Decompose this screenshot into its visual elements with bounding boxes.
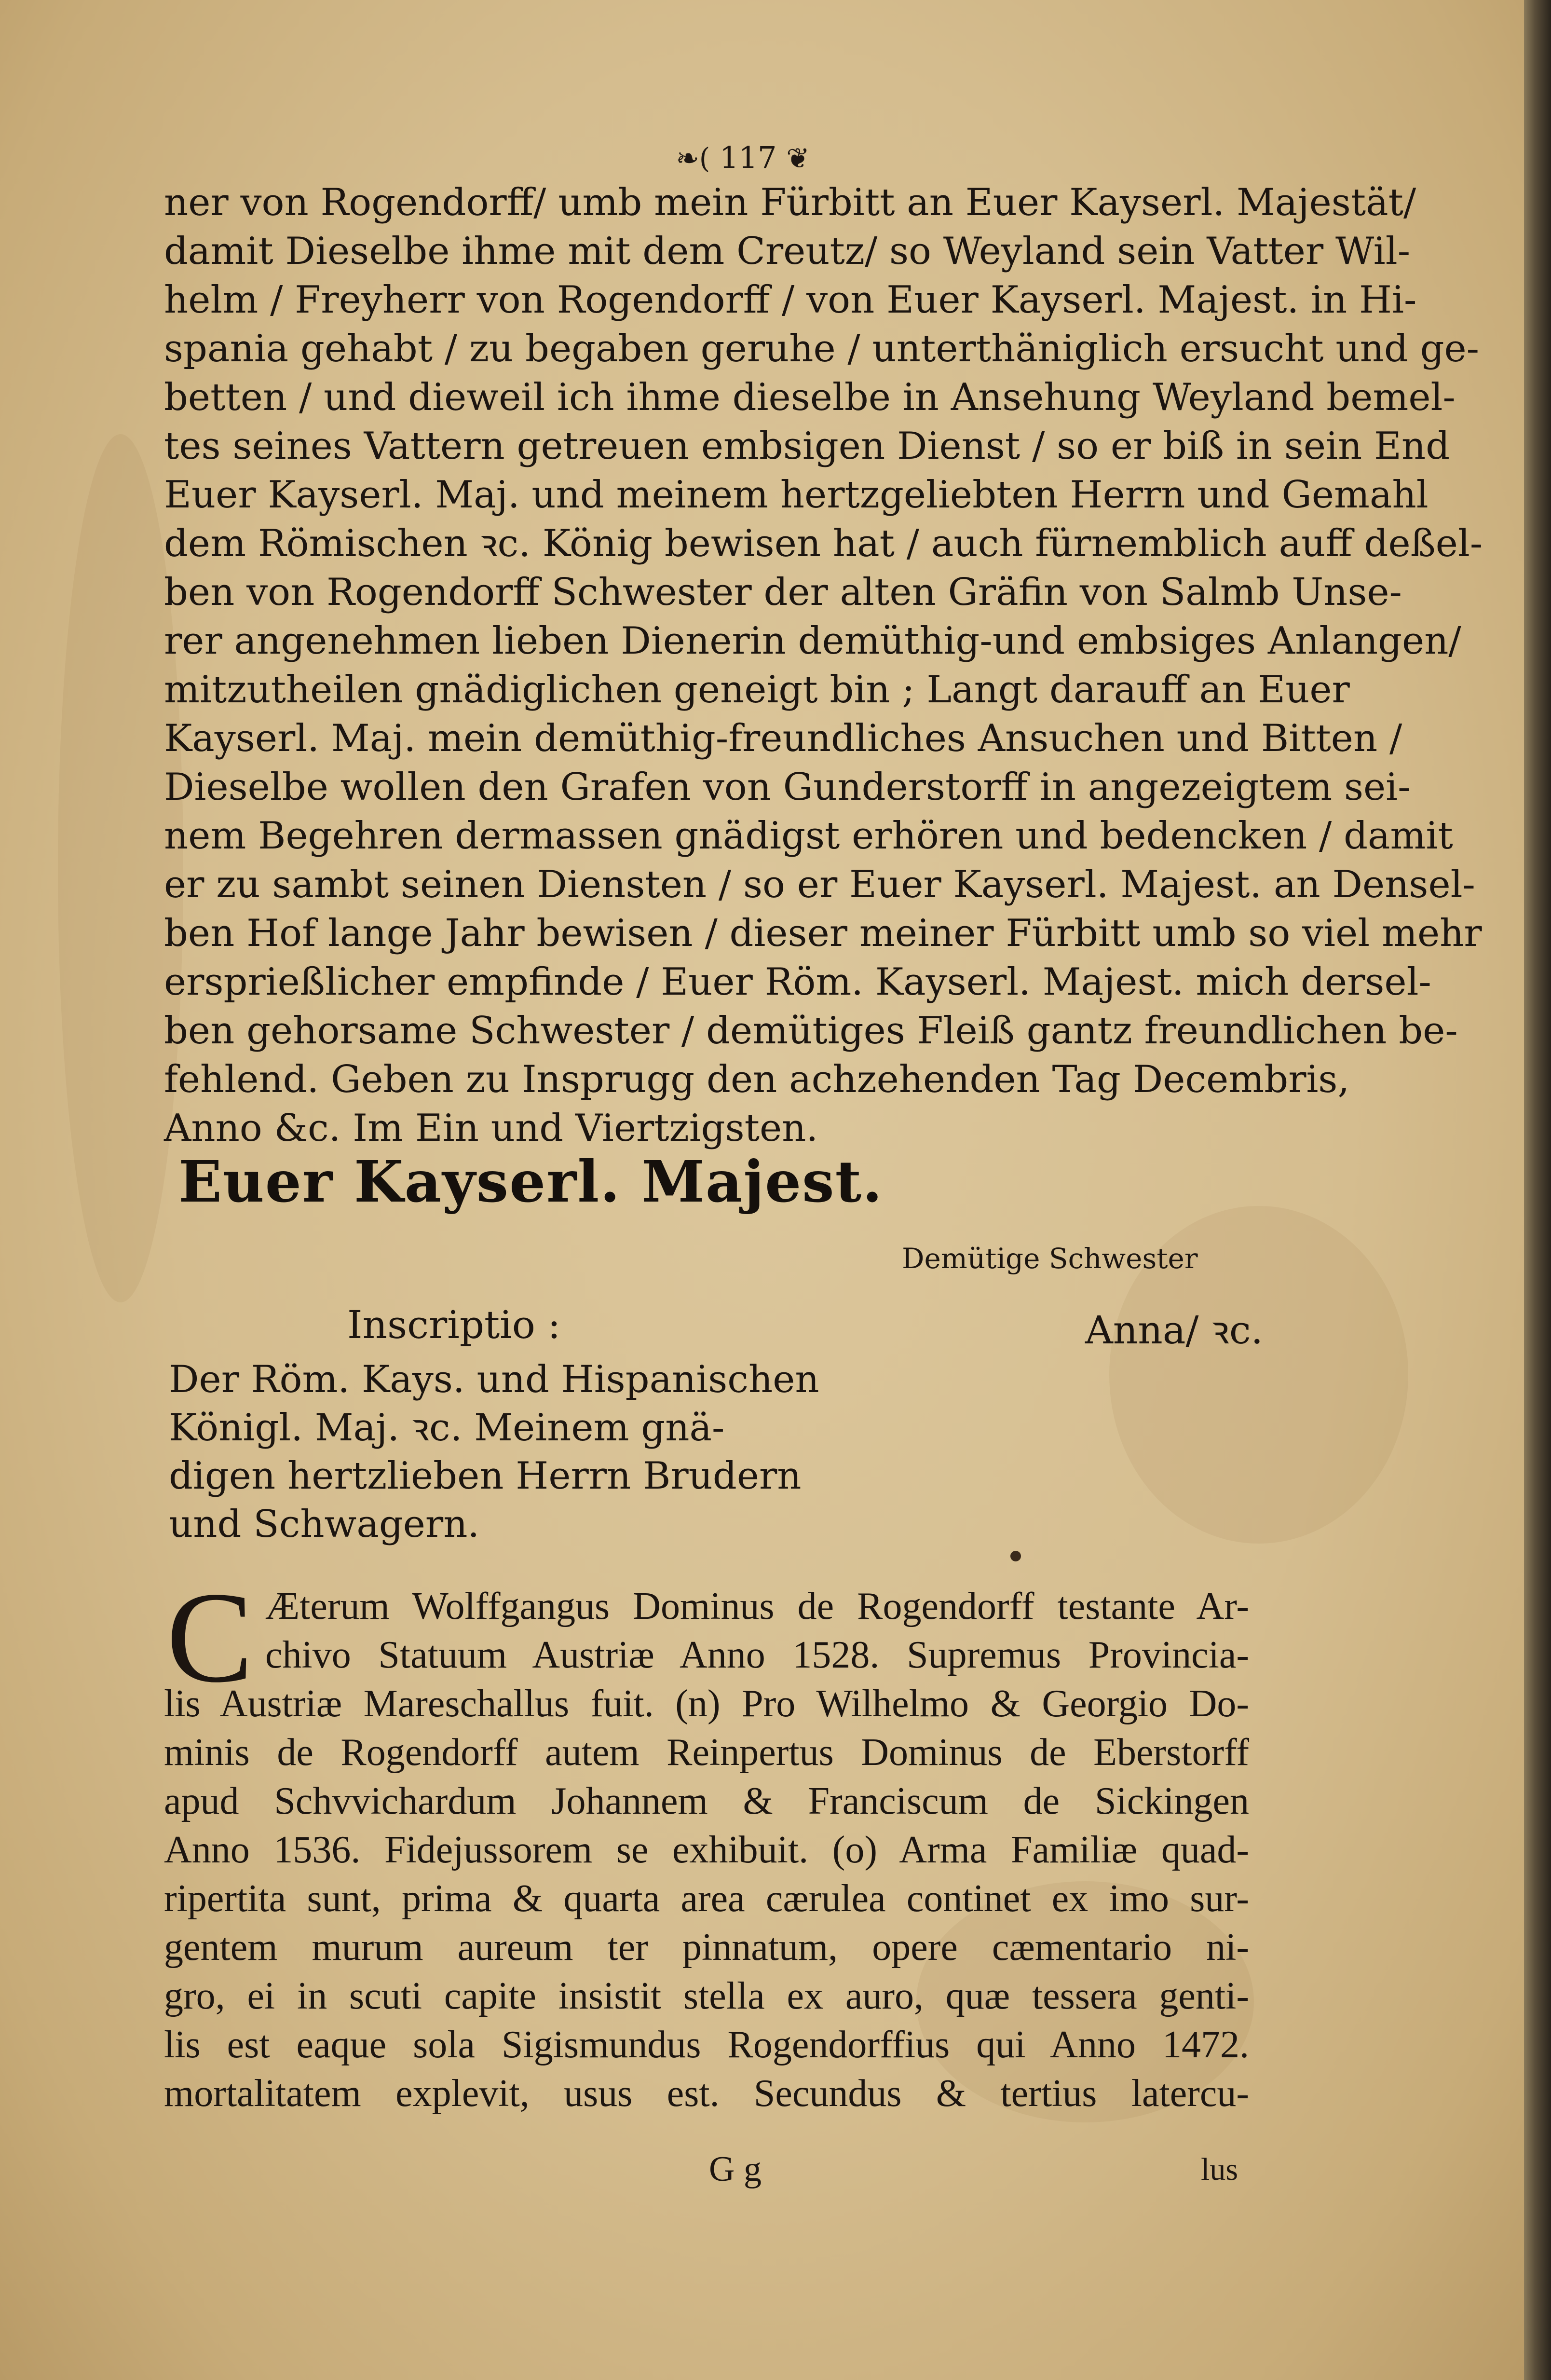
text-line: ben gehorsame Schwester / demütiges Fleiß gantz freundlichen be- bbox=[164, 1009, 1458, 1053]
page-number: 117 bbox=[720, 140, 777, 175]
letter-text bbox=[164, 178, 1483, 1153]
signature-title: Demütige Schwester bbox=[902, 1242, 1198, 1275]
latin-line: gentem murum aureum ter pinnatum, opere cæmentario ni- bbox=[164, 1926, 1249, 1969]
signature-mark: G g bbox=[709, 2149, 762, 2189]
latin-line: chivo Statuum Austriæ Anno 1528. Supremus Provincia- bbox=[265, 1634, 1249, 1676]
latin-line: lis est eaque sola Sigismundus Rogendorffius qui Anno 1472. bbox=[164, 2024, 1249, 2066]
closing-salutation: Euer Kayserl. Majest. bbox=[178, 1148, 884, 1215]
text-line: er zu sambt seinen Diensten / so er Euer Kayserl. Majest. an Densel- bbox=[164, 863, 1475, 906]
text-line: ben von Rogendorff Schwester der alten Gräfin von Salmb Unse- bbox=[164, 571, 1402, 614]
text-line: dem Römischen ꝛc. König bewisen hat / auch fürnemblich auff deßel- bbox=[164, 522, 1483, 565]
latin-paragraph bbox=[164, 1565, 1249, 2118]
inscription-line: Der Röm. Kays. und Hispanischen bbox=[169, 1358, 819, 1401]
page-header bbox=[608, 140, 878, 175]
latin-line: gro, ei in scuti capite insistit stella ex auro, quæ tessera genti- bbox=[164, 1975, 1249, 2017]
text-line: spania gehabt / zu begaben geruhe / unterthäniglich ersucht und ge- bbox=[164, 327, 1480, 370]
inscription-line: Königl. Maj. ꝛc. Meinem gnä- bbox=[169, 1406, 725, 1450]
text-line: Euer Kayserl. Maj. und meinem hertzgeliebten Herrn und Gemahl bbox=[164, 473, 1429, 517]
page-edge-shadow bbox=[1524, 0, 1551, 2380]
inscription-line: digen hertzlieben Herrn Brudern bbox=[169, 1454, 802, 1498]
latin-line: lis Austriæ Mareschallus fuit. (n) Pro Wilhelmo & Georgio Do- bbox=[164, 1682, 1249, 1725]
text-line: fehlend. Geben zu Insprugg den achzehenden Tag Decembris, bbox=[164, 1058, 1350, 1101]
text-line: Dieselbe wollen den Grafen von Gunderstorff in angezeigtem sei- bbox=[164, 766, 1411, 809]
latin-line: mortalitatem explevit, usus est. Secundus & tertius latercu- bbox=[164, 2072, 1249, 2115]
text-line: Kayserl. Maj. mein demüthig-freundliches Ansuchen und Bitten / bbox=[164, 717, 1402, 760]
catchword: lus bbox=[1201, 2152, 1238, 2187]
latin-line: Anno 1536. Fidejussorem se exhibuit. (o) Arma Familiæ quad- bbox=[164, 1829, 1249, 1871]
text-line: nem Begehren dermassen gnädigst erhören und bedencken / damit bbox=[164, 814, 1453, 858]
signature-name: Anna/ ꝛc. bbox=[1085, 1308, 1264, 1353]
header-left-ornament: ❧( bbox=[676, 142, 710, 175]
inscription-line: und Schwagern. bbox=[169, 1503, 480, 1546]
text-line: damit Dieselbe ihme mit dem Creutz/ so Weyland sein Vatter Wil- bbox=[164, 230, 1411, 273]
text-line: ben Hof lange Jahr bewisen / dieser meiner Fürbitt umb so viel mehr bbox=[164, 912, 1482, 955]
text-line: tes seines Vattern getreuen embsigen Dienst / so er biß in sein End bbox=[164, 424, 1450, 468]
text-line: Anno &c. Im Ein und Viertzigsten. bbox=[164, 1107, 818, 1150]
latin-line: ripertita sunt, prima & quarta area cærulea continet ex imo sur- bbox=[164, 1877, 1249, 1920]
text-line: helm / Freyherr von Rogendorff / von Euer Kayserl. Majest. in Hi- bbox=[164, 278, 1417, 322]
text-line: ner von Rogendorff/ umb mein Fürbitt an Euer Kayserl. Majestät/ bbox=[164, 181, 1416, 224]
inscription-label: Inscriptio : bbox=[347, 1302, 561, 1347]
text-line: rer angenehmen lieben Dienerin demüthig-und embsiges Anlangen/ bbox=[164, 619, 1461, 663]
ink-dot bbox=[1010, 1551, 1021, 1561]
drop-cap: C bbox=[166, 1565, 254, 1710]
text-line: mitzutheilen gnädiglichen geneigt bin ; Langt darauff an Euer bbox=[164, 668, 1350, 711]
text-line: betten / und dieweil ich ihme dieselbe in Ansehung Weyland bemel- bbox=[164, 376, 1456, 419]
latin-line: minis de Rogendorff autem Reinpertus Dominus de Eberstorff bbox=[164, 1731, 1249, 1774]
latin-line: Æterum Wolffgangus Dominus de Rogendorff testante Ar- bbox=[265, 1585, 1249, 1628]
latin-line: apud Schvvichardum Johannem & Franciscum de Sickingen bbox=[164, 1780, 1249, 1822]
inscription-address bbox=[169, 1355, 819, 1548]
text-line: ersprießlicher empfinde / Euer Röm. Kayserl. Majest. mich dersel- bbox=[164, 960, 1431, 1004]
header-right-ornament: ❦ bbox=[786, 142, 810, 175]
